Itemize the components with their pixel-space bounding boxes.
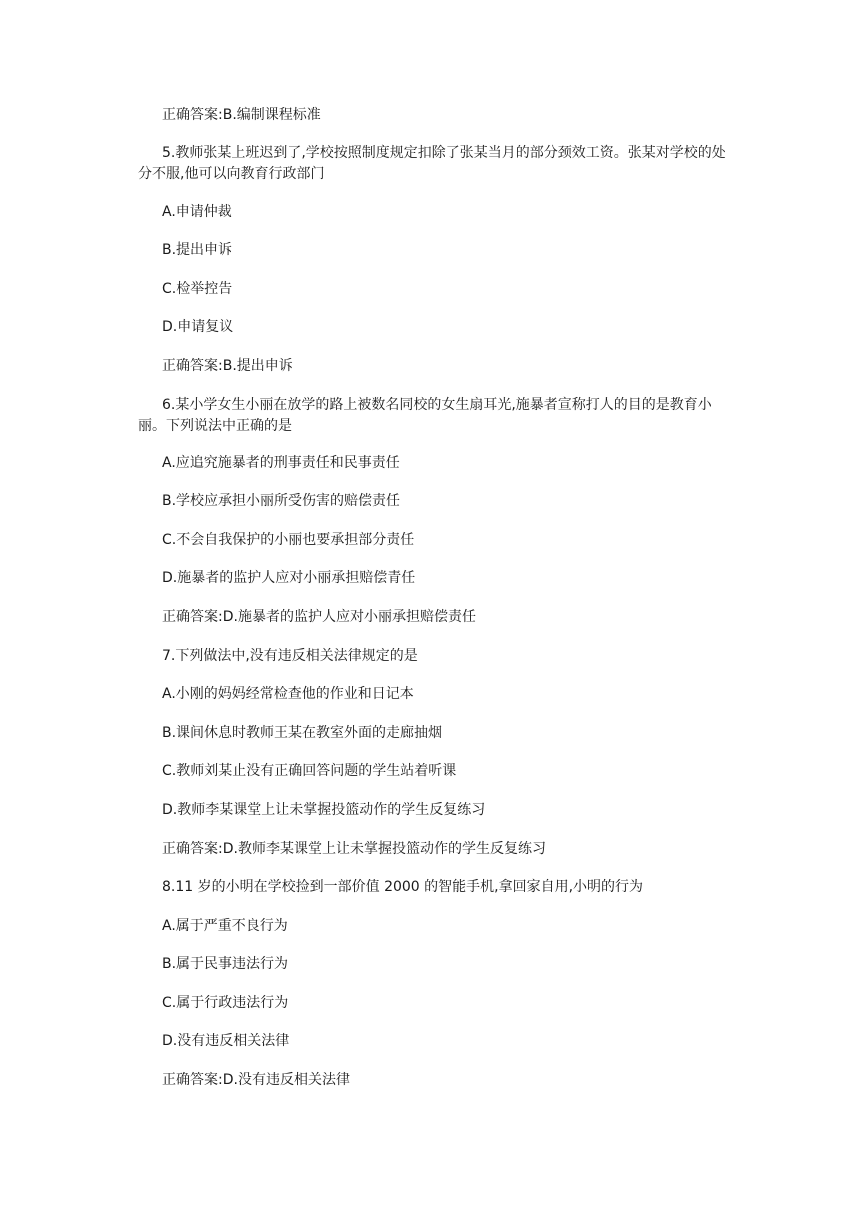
q6-option-b: B.学校应承担小丽所受伤害的赔偿责任: [162, 493, 401, 509]
q7-option-b: B.课间休息时教师王某在教室外面的走廊抽烟: [162, 725, 443, 741]
q8-stem: 8.11 岁的小明在学校捡到一部价值 2000 的智能手机,拿回家自用,小明的行为: [162, 879, 644, 895]
q5-answer: 正确答案:B.提出申诉: [162, 358, 293, 374]
q7-stem: 7.下列做法中,没有违反相关法律规定的是: [162, 648, 418, 664]
q7-option-d: D.教师李某课堂上让未掌握投篮动作的学生反复练习: [162, 802, 486, 818]
q5-option-b: B.提出申诉: [162, 242, 233, 258]
q8-answer: 正确答案:D.没有违反相关法律: [162, 1072, 350, 1088]
q6-stem: 6.某小学女生小丽在放学的路上被数名同校的女生扇耳光,施暴者宣称打人的目的是教育小丽。下列说法中正确的是: [138, 397, 712, 434]
q8-option-b: B.属于民事违法行为: [162, 956, 289, 972]
q5-stem: 5.教师张某上班迟到了,学校按照制度规定扣除了张某当月的部分颈效工资。张某对学校的处分不服,他可以向教育行政部门: [138, 145, 726, 182]
q7-option-a: A.小刚的妈妈经常检查他的作业和日记本: [162, 686, 414, 702]
q4-answer: 正确答案:B.编制课程标准: [162, 107, 321, 123]
q8-option-c: C.属于行政违法行为: [162, 995, 289, 1011]
q6-option-d: D.施暴者的监护人应对小丽承担赔偿青任: [162, 570, 416, 586]
q6-option-a: A.应追究施暴者的刑事责任和民事责任: [162, 455, 400, 471]
q7-option-c: C.教师刘某止没有正确回答问题的学生站着听课: [162, 763, 457, 779]
q8-option-a: A.属于严重不良行为: [162, 918, 288, 934]
q5-option-a: A.申请仲裁: [162, 204, 232, 220]
q7-answer: 正确答案:D.教师李某课堂上让未掌握投篮动作的学生反复练习: [162, 841, 546, 857]
q6-answer: 正确答案:D.施暴者的监护人应对小丽承担赔偿责任: [162, 609, 476, 625]
q6-option-c: C.不会自我保护的小丽也要承担部分责任: [162, 532, 415, 548]
q5-option-c: C.检举控告: [162, 281, 233, 297]
q8-option-d: D.没有违反相关法律: [162, 1033, 290, 1049]
q5-option-d: D.申请复议: [162, 319, 234, 335]
